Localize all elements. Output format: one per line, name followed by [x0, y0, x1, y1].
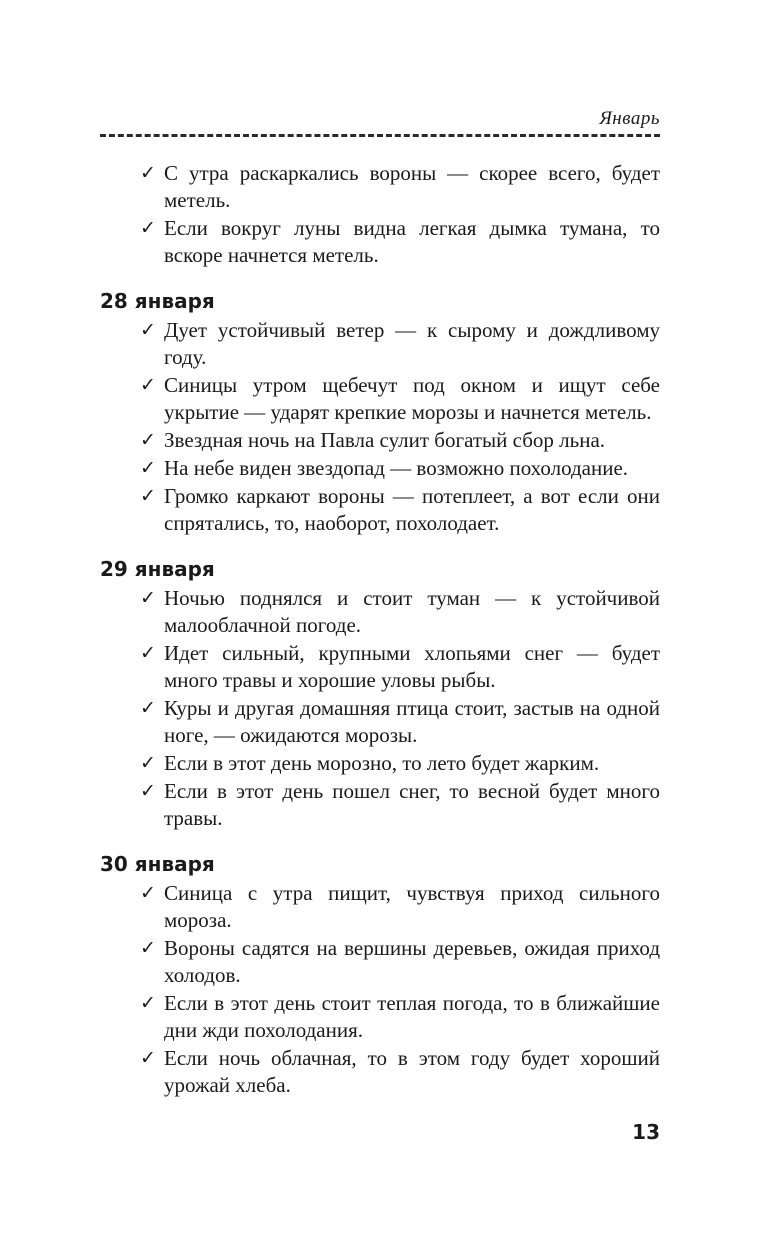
list-item: ✓ Если в этот день стоит теплая погода, то в ближайшие дни жди похолодания. [140, 991, 660, 1042]
section-jan-28 [100, 287, 660, 537]
list-item: ✓ Громко каркают вороны — потеплеет, а вот если они спрятались, то, наоборот, похолодает. [140, 484, 660, 535]
section-title: 28 января [100, 289, 215, 313]
checkmark-icon: ✓ [140, 319, 156, 341]
checkmark-icon: ✓ [140, 374, 156, 396]
checkmark-icon: ✓ [140, 697, 156, 719]
list-item: ✓ На небе виден звездопад — возможно похолодание. [140, 456, 629, 480]
section-title: 29 января [100, 557, 215, 581]
page-content [100, 160, 660, 1100]
header-dashed-rule [100, 134, 660, 137]
list-item: ✓ Вороны садятся на вершины деревьев, ожидая приход холодов. [140, 936, 660, 987]
list-item: ✓ Куры и другая домашняя птица стоит, застыв на одной ноге, — ожидаются морозы. [140, 696, 660, 747]
section-jan-30 [100, 850, 660, 1099]
checkmark-icon: ✓ [140, 1047, 156, 1069]
list-item: ✓ Звездная ночь на Павла сулит богатый сбор льна. [140, 428, 606, 452]
list-item: ✓ Идет сильный, крупными хлопьями снег — будет много травы и хорошие уловы рыбы. [140, 641, 660, 692]
list-item: ✓ Если вокруг луны видна легкая дымка тумана, то вскоре начнется метель. [140, 216, 660, 267]
page-number: 13 [632, 1120, 660, 1144]
checkmark-icon: ✓ [140, 587, 156, 609]
section-jan-29 [100, 555, 660, 832]
list-item: ✓ Если ночь облачная, то в этом году будет хороший урожай хлеба. [140, 1046, 660, 1097]
checkmark-icon: ✓ [140, 937, 156, 959]
section-title: 30 января [100, 852, 215, 876]
checkmark-icon: ✓ [140, 780, 156, 802]
intro-list [100, 160, 660, 269]
list-item: ✓ Если в этот день пошел снег, то весной будет много травы. [140, 779, 660, 830]
checkmark-icon: ✓ [140, 752, 156, 774]
list-item: ✓ Дует устойчивый ветер — к сырому и дождливому году. [140, 318, 660, 369]
checkmark-icon: ✓ [140, 642, 156, 664]
checkmark-icon: ✓ [140, 882, 156, 904]
checkmark-icon: ✓ [140, 457, 156, 479]
checkmark-icon: ✓ [140, 217, 156, 239]
list-item: ✓ Синицы утром щебечут под окном и ищут себе укрытие — ударят крепкие морозы и начнется метель. [140, 373, 660, 424]
checkmark-icon: ✓ [140, 429, 156, 451]
checkmark-icon: ✓ [140, 485, 156, 507]
list-item: ✓ С утра раскаркались вороны — скорее всего, будет метель. [140, 161, 660, 212]
checkmark-icon: ✓ [140, 162, 156, 184]
running-head: Январь [599, 108, 660, 129]
list-item: ✓ Ночью поднялся и стоит туман — к устойчивой малооблачной погоде. [140, 586, 660, 637]
list-item: ✓ Синица с утра пищит, чувствуя приход сильного мороза. [140, 881, 660, 932]
checkmark-icon: ✓ [140, 992, 156, 1014]
list-item: ✓ Если в этот день морозно, то лето будет жарким. [140, 751, 600, 775]
